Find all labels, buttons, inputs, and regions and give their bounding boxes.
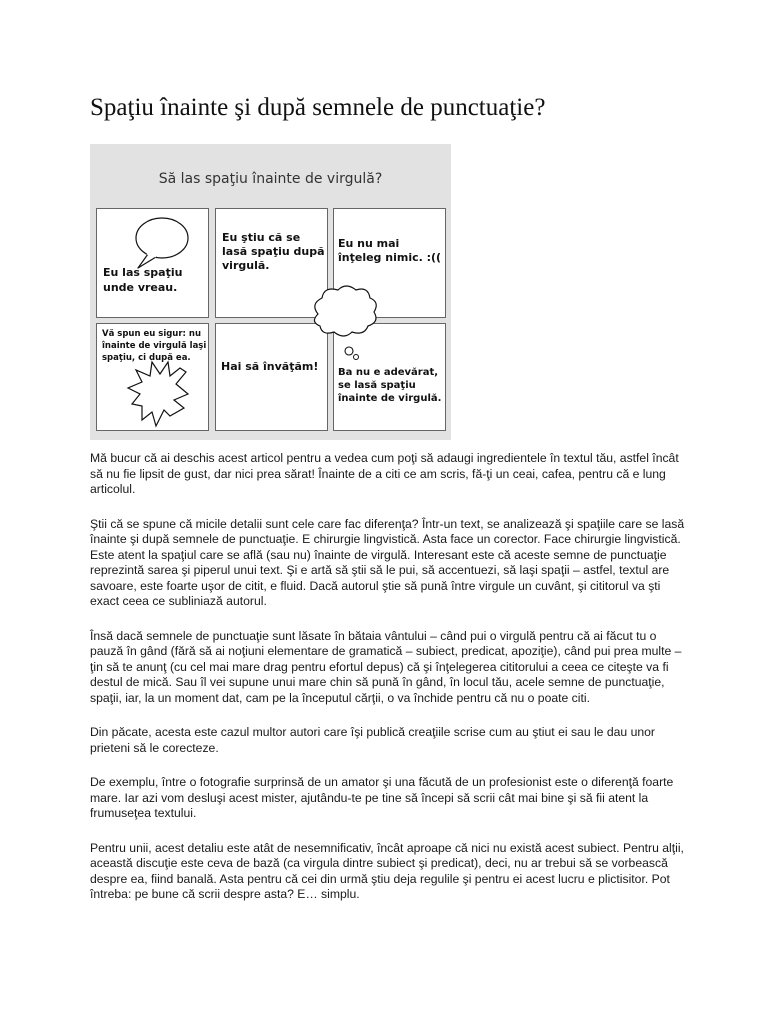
paragraph: Mă bucur că ai deschis acest articol pentru a vedea cum poţi să adaugi ingredientele în textul tău, astfel încât să nu fie lipsit de gust, dar nici prea sărat! Înainte de a citi ce am scris, fă-ţi un ceai, cafea, pentru că e lung articolul. [90, 451, 679, 496]
comic-panel-5-text: Hai să învăţăm! [221, 360, 319, 373]
paragraph: Însă dacă semnele de punctuaţie sunt lăsate în bătaia vântului – când pui o virgulă pentru că ai făcut tu o pauză în gând (fără să ai noţiuni elementare de gramatică – subiect, predicat, apoziţie), când pui prea multe – ţin să te anunţ (cu cel mai mare drag pentru efortul depus) că şi înţelegerea cititorului a ceea ce citeşte va fi destul de mică. Sau îl vei supune unui mare chin să pună în gând, în locul tău, acele semne de punctuaţie, spaţii, iar, la un moment dat, cam pe la începutul cărţii, o va închide pentru că nu o poate citi. [90, 628, 682, 705]
paragraph: Pentru unii, acest detaliu este atât de nesemnificativ, încât aproape că nici nu există acest subiect. Pentru alţii, această discuţie este ceva de bază (ca virgula dintre subiect şi predicat), deci, nu ar trebui să se vorbească despre ea, fiind banală. Asta pentru că cei din urmă ştiu deja regulile şi pentru ei acest lucru e plictisitor. Pot întreba: pe bune că scrii despre asta? E… simplu. [90, 840, 684, 901]
paragraph: Din păcate, acesta este cazul multor autori care îşi publică creaţiile scrise cum au ştiut ei sau le dau unor prieteni să le corecteze. [90, 725, 655, 755]
comic-panel-4-text: Vă spun eu sigur: nu înainte de virgulă laşi spaţiu, ci după ea. [102, 329, 207, 363]
comic-panel-6-text: Ba nu e adevărat, se lasă spaţiu înainte de virgulă. [338, 367, 442, 404]
comic-drawings [90, 144, 451, 440]
article-body [90, 451, 690, 922]
comic-image [90, 144, 451, 440]
comic-panel-2-text: Eu ştiu că se lasă spaţiu după virgulă. [222, 231, 325, 272]
paragraph: Ştii că se spune că micile detalii sunt cele care fac diferenţa? Într-un text, se analizează şi spaţiile care se lasă înainte şi după semnele de punctuaţie. E chirurgie lingvistică. Asta face un corector. Face chirurgie lingvistică. Este atent la spaţiul care se află (sau nu) înainte de virgulă. Interesant este că aceste semne de punctuaţie reprezintă sarea şi piperul unui text. Şi e artă să ştii să le pui, să accentuezi, să laşi spaţii – astfel, textul are savoare, este foarte uşor de citit, e fluid. Dacă autorul ştie să pună între virgule un cuvânt, şi cititorul va şti exact ceea ce subliniază autorul. [90, 516, 685, 608]
page-title: Spaţiu înainte şi după semnele de punctuaţie? [90, 94, 546, 121]
explosion-burst-icon [128, 362, 188, 426]
comic-panel-1-text: Eu las spaţiu unde vreau. [103, 266, 183, 294]
comic-title: Să las spaţiu înainte de virgulă? [158, 171, 383, 187]
paragraph: De exemplu, între o fotografie surprinsă de un amator şi una făcută de un profesionist este o diferenţă foarte mare. Iar azi vom desluşi acest mister, ajutându-te pe tine să începi să scrii cât mai bine şi să fii atent la frumuseţea textului. [90, 775, 674, 820]
thought-cloud-icon [314, 286, 376, 360]
speech-bubble-icon [136, 218, 188, 268]
comic-panel-3-text: Eu nu mai înţeleg nimic. :(( [338, 237, 442, 264]
